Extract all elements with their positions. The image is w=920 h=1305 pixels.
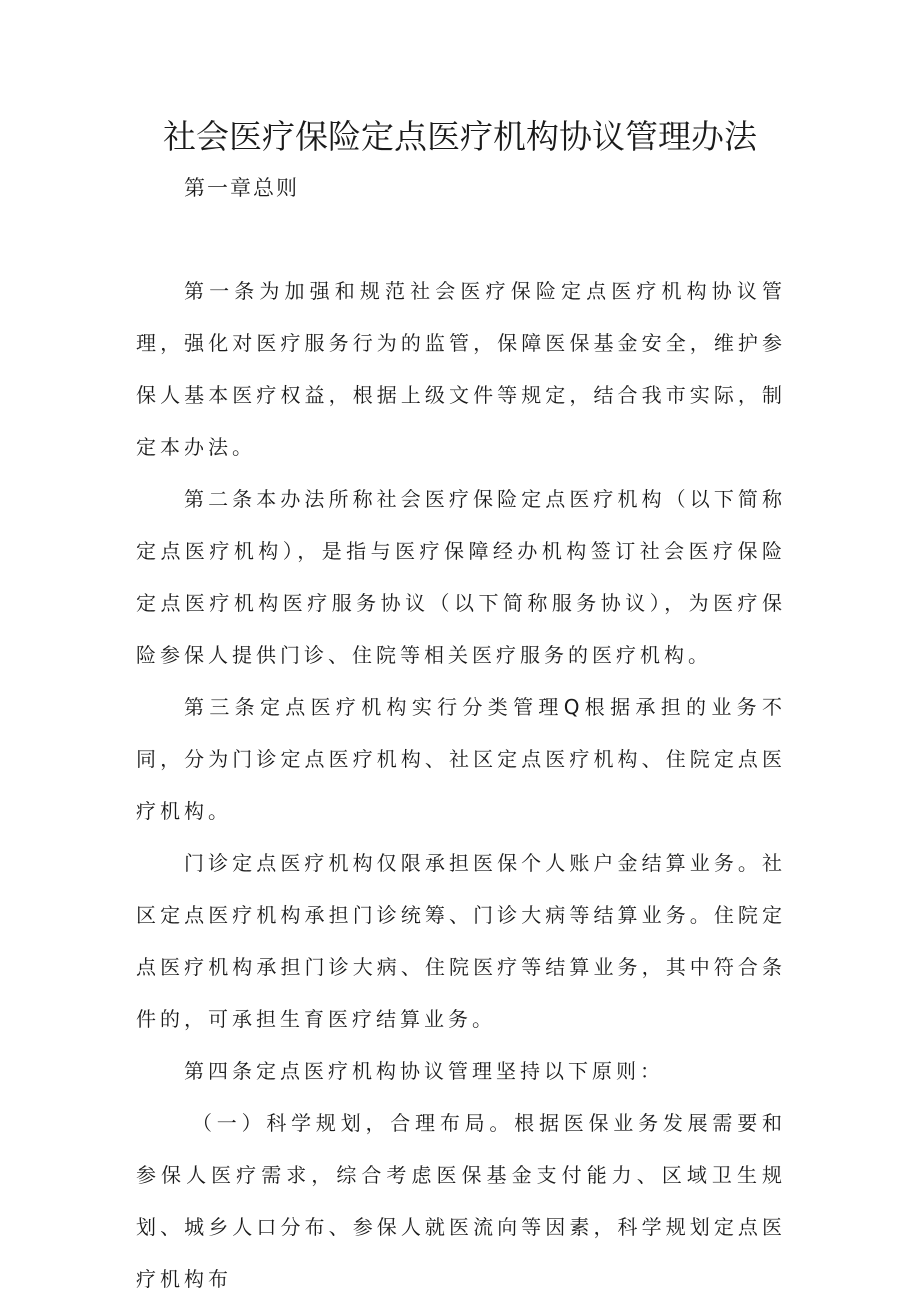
- paragraph-principle-1: （一）科学规划，合理布局。根据医保业务发展需要和参保人医疗需求，综合考虑医保基金支付能力、区域卫生规划、城乡人口分布、参保人就医流向等因素，科学规划定点医疗机构布: [136, 1111, 786, 1291]
- paragraph-outpatient-scope: 门诊定点医疗机构仅限承担医保个人账户金结算业务。社区定点医疗机构承担门诊统筹、门诊大病等结算业务。住院定点医疗机构承担门诊大病、住院医疗等结算业务，其中符合条件的，可承担生育医疗结算业务。: [136, 851, 786, 1031]
- document-body: [136, 265, 786, 1305]
- paragraph-article-4: 第四条定点医疗机构协议管理坚持以下原则：: [184, 1059, 664, 1083]
- paragraph-article-3: 第三条定点医疗机构实行分类管理Q根据承担的业务不同，分为门诊定点医疗机构、社区定点医疗机构、住院定点医疗机构。: [136, 695, 786, 823]
- paragraph-article-2: 第二条本办法所称社会医疗保险定点医疗机构（以下简称定点医疗机构），是指与医疗保障经办机构签订社会医疗保险定点医疗机构医疗服务协议（以下简称服务协议），为医疗保险参保人提供门诊、住院等相关医疗服务的医疗机构。: [136, 487, 786, 667]
- paragraph-article-1: 第一条为加强和规范社会医疗保险定点医疗机构协议管理，强化对医疗服务行为的监管，保障医保基金安全，维护参保人基本医疗权益，根据上级文件等规定，结合我市实际，制定本办法。: [136, 279, 786, 459]
- document-title: 社会医疗保险定点医疗机构协议管理办法: [163, 117, 757, 156]
- chapter-heading: 第一章总则: [184, 176, 299, 200]
